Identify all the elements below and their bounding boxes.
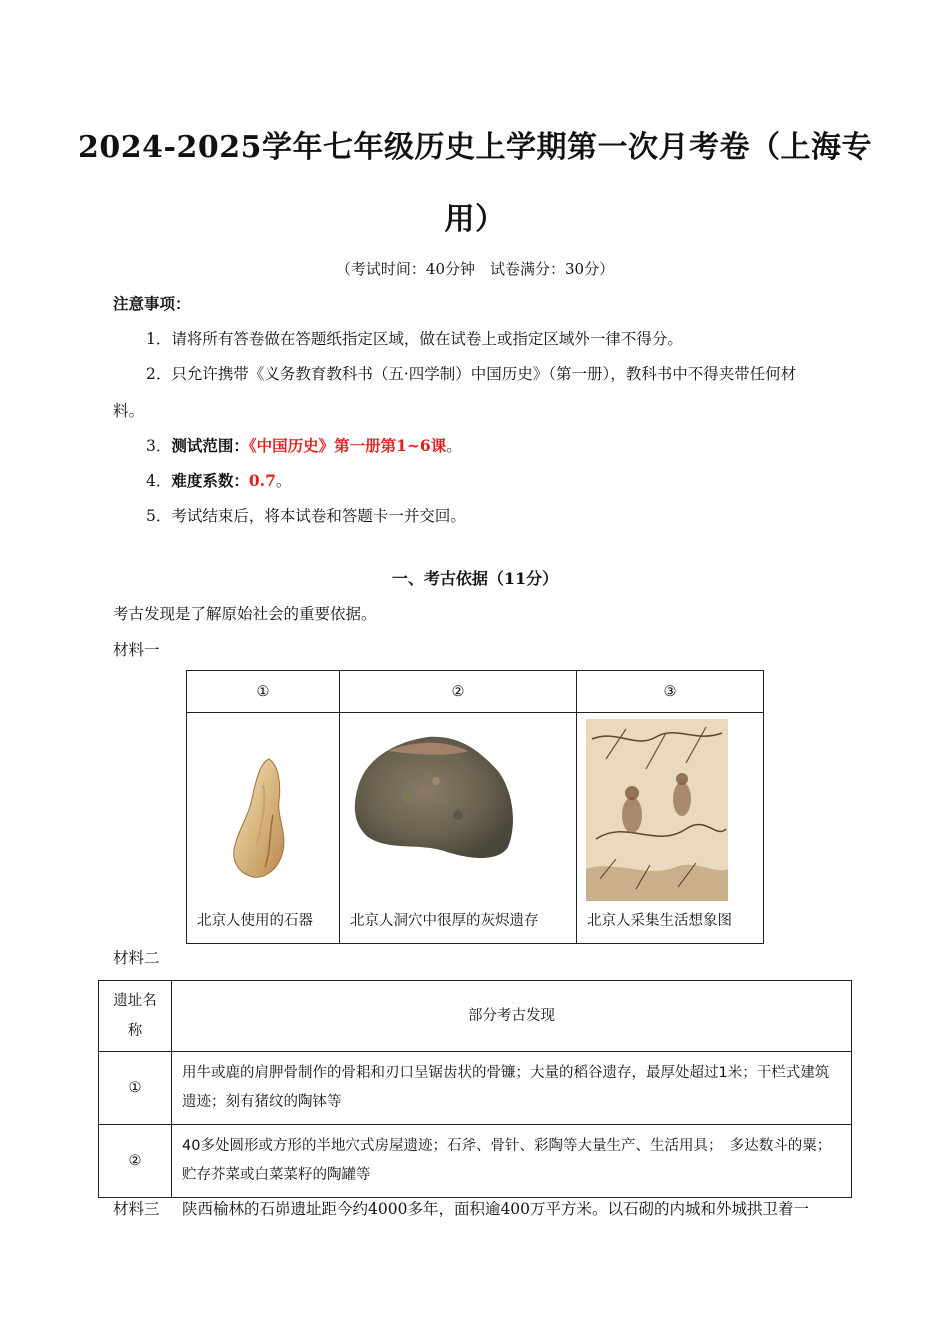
header-site-name: 遗址名称 bbox=[99, 981, 172, 1052]
col-header-2: ② bbox=[340, 671, 577, 713]
notice-item-3-suffix: 。 bbox=[446, 437, 462, 455]
cell-stone-tool bbox=[187, 713, 340, 944]
section-intro: 考古发现是了解原始社会的重要依据。 bbox=[113, 605, 377, 623]
exam-info: （考试时间：40分钟 试卷满分：30分） bbox=[335, 260, 615, 278]
cell-ash-remains bbox=[340, 713, 577, 944]
caption-stone-tool: 北京人使用的石器 bbox=[197, 913, 313, 929]
stone-tool-image bbox=[217, 755, 307, 885]
difficulty-label: 难度系数： bbox=[171, 471, 249, 490]
notice-item-1: 1．请将所有答卷做在答题纸指定区域，做在试卷上或指定区域外一律不得分。 bbox=[146, 330, 683, 348]
row-2-id: ② bbox=[99, 1125, 172, 1198]
difficulty-value: 0.7 bbox=[248, 471, 276, 490]
notice-item-3-prefix: 3． bbox=[146, 437, 172, 455]
page-title-cont: 用） bbox=[444, 202, 506, 237]
section-heading: 一、考古依据（11分） bbox=[391, 569, 559, 588]
notice-item-3 bbox=[146, 436, 462, 456]
material-1-table bbox=[186, 670, 764, 944]
cell-gathering-life bbox=[577, 713, 764, 944]
caption-gathering-life: 北京人采集生活想象图 bbox=[587, 913, 732, 929]
row-1-text: 用牛或鹿的肩胛骨制作的骨耜和刃口呈锯齿状的骨镰；大量的稻谷遗存，最厚处超过1米；干栏式建筑遗迹；刻有猪纹的陶钵等 bbox=[172, 1052, 852, 1125]
material-2-label: 材料二 bbox=[113, 949, 160, 967]
row-1-id: ① bbox=[99, 1052, 172, 1125]
caption-ash-remains: 北京人洞穴中很厚的灰烬遗存 bbox=[350, 913, 539, 929]
page-title: 2024-2025学年七年级历史上学期第一次月考卷（上海专 bbox=[78, 130, 872, 165]
material-3-label: 材料三 bbox=[113, 1200, 160, 1218]
notice-item-4 bbox=[146, 471, 291, 491]
notice-item-5: 5．考试结束后，将本试卷和答题卡一并交回。 bbox=[146, 507, 466, 525]
col-header-1: ① bbox=[187, 671, 340, 713]
ash-remains-image bbox=[348, 727, 520, 867]
scope-value: 《中国历史》第一册第1~6课 bbox=[248, 436, 447, 455]
notice-item-2: 2．只允许携带《义务教育教科书（五·四学制）中国历史》（第一册），教科书中不得夹带任何材 bbox=[146, 365, 797, 383]
notice-heading: 注意事项： bbox=[113, 294, 191, 313]
notice-item-2-cont: 料。 bbox=[113, 402, 145, 420]
row-2-text: 40多处圆形或方形的半地穴式房屋遗迹；石斧、骨针、彩陶等大量生产、生活用具； 多达数斗的粟；贮存芥菜或白菜菜籽的陶罐等 bbox=[172, 1125, 852, 1198]
material-1-label: 材料一 bbox=[113, 641, 160, 659]
material-2-table bbox=[98, 980, 852, 1198]
scope-label: 测试范围： bbox=[171, 436, 249, 455]
notice-item-4-suffix: 。 bbox=[275, 472, 292, 490]
notice-item-4-prefix: 4． bbox=[146, 472, 172, 490]
gathering-life-illustration bbox=[586, 719, 728, 901]
header-findings: 部分考古发现 bbox=[172, 981, 852, 1052]
material-3-text: 陕西榆林的石峁遗址距今约4000多年，面积逾400万平方米。以石砌的内城和外城拱卫着一 bbox=[182, 1200, 810, 1218]
col-header-3: ③ bbox=[577, 671, 764, 713]
